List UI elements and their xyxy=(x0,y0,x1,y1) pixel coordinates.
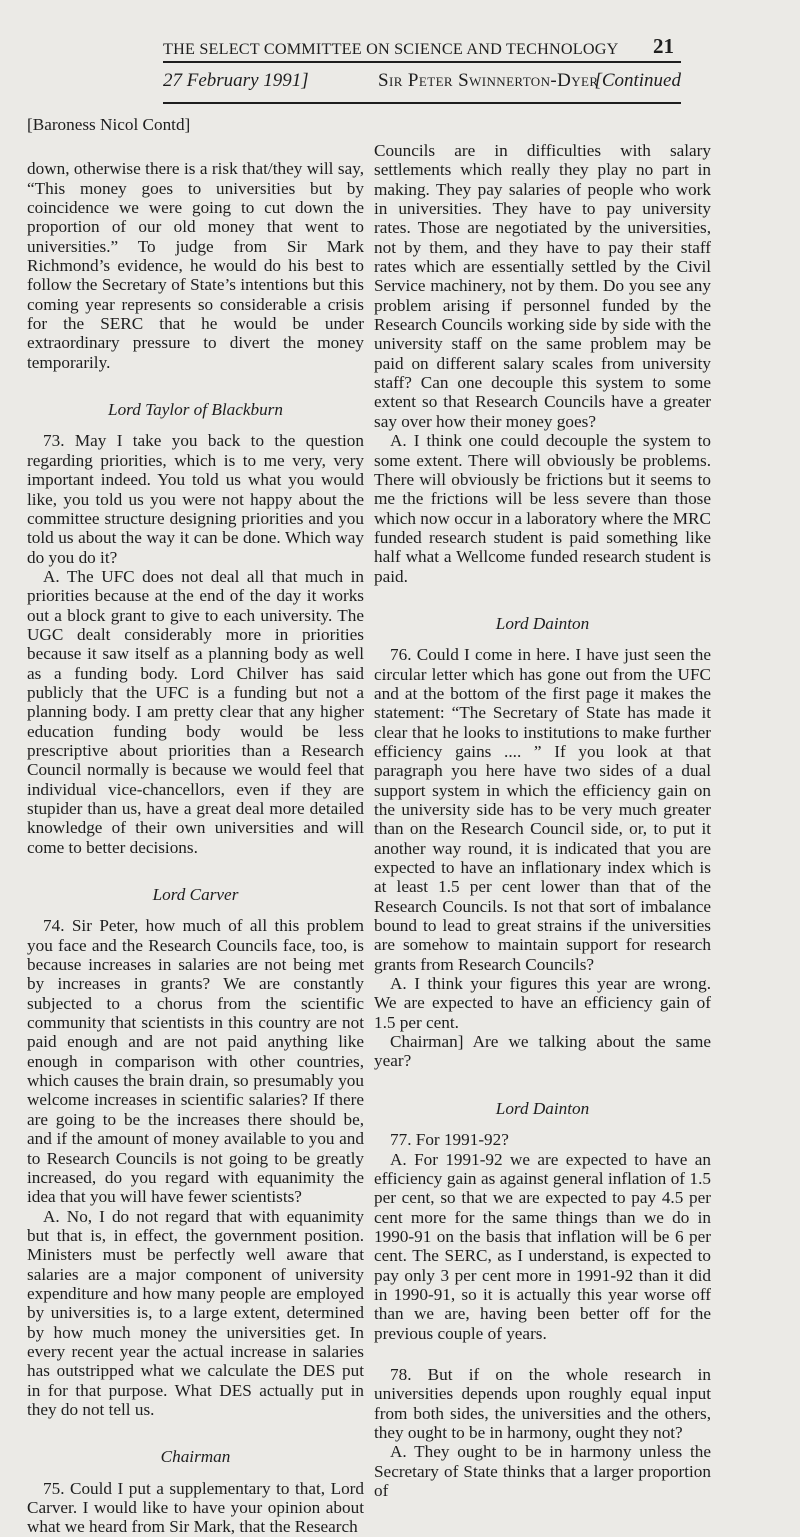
question-78: 78. But if on the whole research in universities depends upon roughly equal input from both sides, the universities and the others, they ought to be in harmony, ought they not? xyxy=(374,1364,711,1442)
speaker-heading: Chairman xyxy=(160,1447,231,1467)
chairman-aside: Chairman] Are we talking about the same year? xyxy=(374,1032,711,1071)
top-rule xyxy=(163,61,681,63)
running-header xyxy=(163,70,681,94)
journal-title: THE SELECT COMMITTEE ON SCIENCE AND TECHNOLOGY xyxy=(163,40,619,58)
answer-77: A. For 1991-92 we are expected to have an efficiency gain as against general inflation of 1.5 per cent, so that we are expected to pay 4.5 per cent more for the same things than we do in 1990-91 on the basis that inflation will be 6 per cent. The SERC, as I understand, is expected to pay only 3 per cent more in 1991-92 than it did in 1990-91, so it is actually this year worse off than we are, having been better off for the previous couple of years. xyxy=(374,1149,711,1343)
question-75: 75. Could I put a supplementary to that, Lord Carver. I would like to have your opinion about what we heard from Sir Mark, that the Research xyxy=(27,1478,364,1537)
continued-label: [Continued xyxy=(594,70,681,91)
header-rule xyxy=(163,102,681,104)
question-77: 77. For 1991-92? xyxy=(390,1130,509,1150)
left-column xyxy=(27,115,364,1537)
answer-76: A. I think your figures this year are wrong. We are expected to have an efficiency gain of 1.5 per cent. xyxy=(374,974,711,1032)
evidence-date: 27 February 1991] xyxy=(163,70,309,91)
question-73: 73. May I take you back to the question regarding priorities, which is to me very, very important indeed. You told us what you would like, you told us you were not happy about the committee structure designing priorities and you told us about the way it can be done. Which way do you do it? xyxy=(27,431,364,567)
question-74: 74. Sir Peter, how much of all this problem you face and the Research Councils face, too, is because increases in salaries are not being met by increases in grants? We are constantly subjected to a chorus from the scientific community that scientists in this country are not paid enough and are not paid anything like enough in comparison with other countries, which causes the brain drain, so presumably you welcome increases in scientific salaries? If there are going to be the increases there should be, and if the amount of money available to you and to Research Councils is not going to be greatly increased, do you regard with equanimity the idea that you will have fewer scientists? xyxy=(27,916,364,1207)
witness-name: Sir Peter Swinnerton-Dyer xyxy=(378,70,599,91)
answer-78: A. They ought to be in harmony unless the Secretary of State thinks that a larger proportion of xyxy=(374,1442,711,1500)
paragraph: Councils are in difficulties with salary settlements which really they play no part in making. They pay salaries of people who work in universities. They have to pay university rates. Those are negotiated by the universities, not by them, and they have to pay their staff rates which are essentially settled by the Civil Service machinery, not by them. Do you see any problem arising if personnel funded by the Research Councils working side by side with the university staff on the same problem may be paid on different salary scales from university staff? Can one decouple this system to some extent so that Research Councils have a greater say over how their money goes? xyxy=(374,141,711,431)
speaker-heading: Lord Carver xyxy=(152,885,239,905)
answer-75: A. I think one could decouple the system to some extent. There will obviously be problems. There will obviously be frictions but it seems to me the frictions will be less severe than those which now occur in a laboratory where the MRC funded research student is paid something like half what a Wellcome funded research student is paid. xyxy=(374,431,711,586)
question-76: 76. Could I come in here. I have just seen the circular letter which has gone out from the UFC and at the bottom of the first page it makes the statement: “The Secretary of State has made it clear that he looks to institutions to make further efficiency gains .... ” If you look at that paragraph you here have two sides of a dual support system in which the efficiency gain on the university side has to be very much greater than on the Research Council side, or, to put it another way round, it is indicated that you are expected to have an inflationary index which is at least 1.5 per cent lower than that of the Research Councils. Is not that sort of imbalance bound to lead to great strains if the universities are somehow to maintain support for research grants from Research Councils? xyxy=(374,645,711,974)
section-heading: [Baroness Nicol Contd] xyxy=(27,115,191,134)
right-column xyxy=(374,141,711,1500)
speaker-heading: Lord Dainton xyxy=(495,613,590,633)
speaker-heading: Lord Taylor of Blackburn xyxy=(108,400,283,420)
paragraph: down, otherwise there is a risk that/they will say, “This money goes to universities but by coincidence we were going to cut down the proportion of our old money that went to universities.” To judge from Sir Mark Richmond’s evidence, he would do his best to follow the Secretary of State’s intentions but this coming year represents so considerable a crisis for the SERC that he would be under extraordinary pressure to divert the money temporarily. xyxy=(27,159,364,372)
speaker-heading: Lord Dainton xyxy=(495,1098,590,1118)
answer-73: A. The UFC does not deal all that much in priorities because at the end of the day it works out a block grant to give to each university. The UGC dealt considerably more in priorities because it saw itself as a planning body as well as a funding body. Lord Chilver has said publicly that the UFC is a funding but not a planning body. I am pretty clear that any higher education funding body would be less prescriptive about priorities than a Research Council normally is because we would feel that individual vice-chancellors, even if they are stupider than us, have a great deal more detailed knowledge of their own universities and will come to better decisions. xyxy=(27,566,364,857)
answer-74: A. No, I do not regard that with equanimity but that is, in effect, the government position. Ministers must be perfectly well aware that salaries are a major component of university expenditure and how many people are employed by universities is, to a large extent, determined by how much money the universities get. In every recent year the actual increase in salaries has outstripped what we calculate the DES put in for that purpose. What DES actually put in they do not tell us. xyxy=(27,1206,364,1419)
page-number: 21 xyxy=(653,34,674,58)
